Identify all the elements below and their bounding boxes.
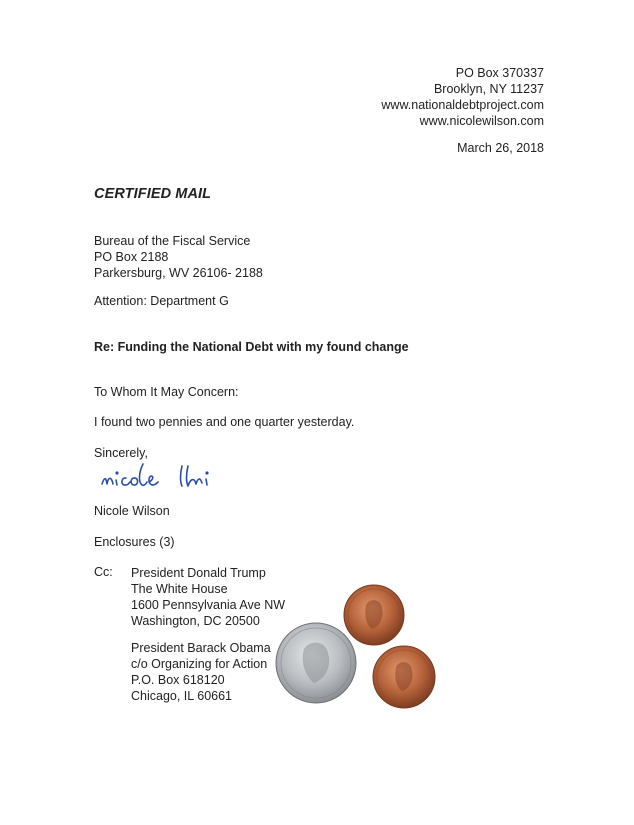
salutation: To Whom It May Concern: (94, 385, 239, 399)
cc-recipient-trump (131, 565, 285, 629)
penny-icon (373, 646, 435, 708)
letter-body: I found two pennies and one quarter yesterday. (94, 415, 355, 429)
quarter-icon (276, 623, 356, 703)
handwritten-signature (96, 458, 246, 498)
sender-line: www.nicolewilson.com (419, 114, 544, 128)
cc-label: Cc: (94, 565, 113, 579)
cc-recipient-obama (131, 640, 271, 704)
cc-line: The White House (131, 582, 228, 596)
attention-line: Attention: Department G (94, 294, 229, 308)
signer-name: Nicole Wilson (94, 504, 170, 518)
cc-line: President Barack Obama (131, 641, 271, 655)
subject-line: Re: Funding the National Debt with my found change (94, 340, 409, 354)
sender-line: PO Box 370337 (455, 66, 544, 80)
cc-line: Chicago, IL 60661 (131, 689, 233, 703)
enclosed-coins (270, 575, 450, 715)
recipient-address (94, 233, 263, 281)
penny-icon (344, 585, 404, 645)
cc-line: c/o Organizing for Action (131, 657, 268, 671)
recipient-line: Parkersburg, WV 26106- 2188 (94, 266, 263, 280)
cc-line: President Donald Trump (131, 566, 266, 580)
sender-address (381, 65, 544, 129)
cc-line: P.O. Box 618120 (131, 673, 225, 687)
cc-line: Washington, DC 20500 (131, 614, 260, 628)
certified-mail-heading: CERTIFIED MAIL (94, 186, 212, 202)
closing: Sincerely, (94, 446, 148, 460)
recipient-line: PO Box 2188 (94, 250, 169, 264)
sender-line: Brooklyn, NY 11237 (433, 82, 544, 96)
recipient-line: Bureau of the Fiscal Service (94, 234, 251, 248)
sender-line: www.nationaldebtproject.com (381, 98, 544, 112)
letter-date: March 26, 2018 (457, 141, 544, 155)
enclosures-note: Enclosures (3) (94, 535, 175, 549)
cc-line: 1600 Pennsylvania Ave NW (131, 598, 286, 612)
